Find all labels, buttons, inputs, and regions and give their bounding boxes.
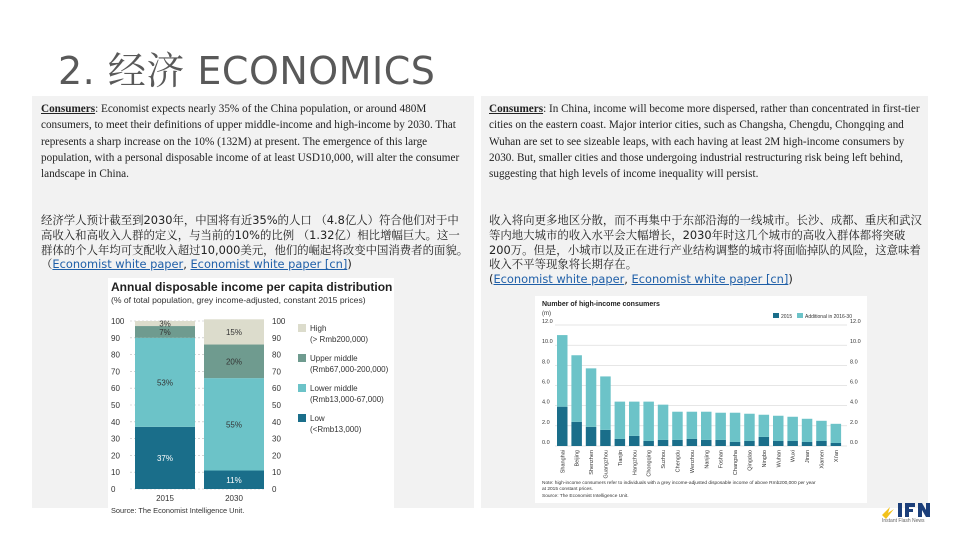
- chart2-ytick-right: 12.0: [850, 319, 861, 325]
- chart2-xtick-label: Chongqing: [646, 450, 653, 477]
- chart1-ytick-left: 70: [111, 367, 120, 377]
- chart2-bar-segment: [773, 416, 784, 441]
- left-english-paragraph: [41, 101, 465, 182]
- chart2-xtick-label: Wenzhou: [689, 450, 696, 474]
- chart2-bar-segment: [759, 415, 770, 437]
- chart2-bar-segment: [629, 436, 640, 446]
- chart1-data-label: 15%: [225, 327, 243, 337]
- chart2-bar-segment: [701, 440, 712, 446]
- chart1-ytick-left: 80: [111, 350, 120, 360]
- chart1-ytick-left: 30: [111, 434, 120, 444]
- left-link-economist-white-paper-cn[interactable]: Economist white paper [cn]: [190, 257, 348, 272]
- chart2-bar-segment: [759, 437, 770, 446]
- chart1-data-label: 55%: [225, 420, 243, 430]
- chart1-ytick-right: 60: [272, 384, 281, 394]
- chart2-bar-segment: [773, 441, 784, 446]
- left-heading: Consumers: [41, 103, 96, 115]
- left-chinese-body: 经济学人预计截至到2030年，中国将有近35%的人口 （4.8亿人）符合他们对于中高收入和高收入人群的定义，与当前的10%的比例 （1.32亿）相比增幅巨大。这一群体的个人年均可支配收入超过10,000美元，他们的崛起将改变中国消费者的面貌。 （: [41, 213, 469, 272]
- chart2-bar-segment: [744, 414, 755, 441]
- chart1-legend-detail: (Rmb67,000-200,000): [310, 365, 389, 374]
- chart2-xtick-label: Jinan: [805, 450, 812, 464]
- chart1-data-label: 11%: [226, 475, 242, 485]
- chart1-ytick-right: 80: [272, 350, 281, 360]
- chart1-legend-detail: (<Rmb13,000): [310, 425, 362, 434]
- chart2-xtick-label: Wuhan: [776, 450, 783, 468]
- chart1-data-label: 37%: [156, 453, 174, 463]
- chart2-bar-segment: [687, 412, 698, 439]
- chart2-source: Source: The Economist Intelligence Unit.: [542, 494, 629, 499]
- chart1-ytick-right: 40: [272, 417, 281, 427]
- chart2-ytick-left: 4.0: [542, 399, 550, 406]
- right-chinese-body: 收入将向更多地区分散，而不再集中于东部沿海的一线城市。长沙、成都、重庆和武汉等内地大城市的收入水平会大幅增长，2030年时这几个城市的高收入群体都将突破200万。但是，小城市以及正在进行产业结构调整的城市将面临掉队的风险，这意味着收入不平等现象将长期存在。: [489, 213, 922, 272]
- chart2-legend-name: Additional in 2016-30: [805, 314, 852, 320]
- chart2-xtick-label: Suzhou: [661, 450, 668, 469]
- chart1-subtitle: (% of total population, grey income-adjusted, constant 2015 prices): [111, 295, 366, 305]
- chart1-xtick-label: 2030: [225, 494, 243, 503]
- chart2-ytick-right: 8.0: [850, 359, 858, 366]
- chart1-data-label: 20%: [225, 357, 243, 367]
- chart1-ytick-left: 10: [111, 468, 120, 478]
- chart2-plot: [535, 296, 867, 503]
- chart2-xtick-label: Ningbo: [761, 450, 768, 468]
- left-english-body: : Economist expects nearly 35% of the China population, or around 480M consumers, to meet their definitions of upper middle-income and high-income by 2030. That represents a sharp increase on the 10% (132M) at present. The emergence of this large population, with a personal disposable income of at least USD10,000, will alter the consumer landscape in China.: [41, 103, 460, 181]
- chart1-ytick-left: 20: [111, 451, 120, 461]
- chart1-ytick-right: 10: [272, 468, 281, 478]
- left-link-economist-white-paper[interactable]: Economist white paper: [52, 257, 184, 272]
- chart1-ytick-right: 50: [272, 401, 281, 410]
- right-english-paragraph: [489, 101, 921, 182]
- chart1-ytick-right: 70: [272, 367, 281, 377]
- logo-caption: Instant Flash News: [882, 518, 925, 524]
- chart2-ytick-right: 0.0: [850, 440, 858, 446]
- chart1-ytick-right: 100: [272, 317, 286, 326]
- chart2-legend-swatch: [773, 313, 779, 318]
- chart2-bar-segment: [557, 407, 568, 446]
- right-link-economist-white-paper-cn[interactable]: Economist white paper [cn]: [631, 272, 789, 287]
- left-chinese-paragraph: [41, 213, 469, 272]
- chart2-xtick-label: Shenzhen: [589, 450, 596, 475]
- chart2-bar-segment: [787, 441, 798, 446]
- chart1-ytick-left: 40: [111, 417, 120, 427]
- chart2-xtick-label: Tianjin: [617, 450, 624, 466]
- chart2-bar-segment: [600, 430, 611, 446]
- income-distribution-chart: [108, 278, 394, 518]
- chart2-bar-segment: [744, 441, 755, 446]
- chart1-plot: [108, 308, 394, 514]
- chart2-bar-segment: [658, 405, 669, 440]
- chart2-bar-segment: [816, 421, 827, 441]
- chart2-bar-segment: [557, 335, 568, 407]
- chart2-xtick-label: Changsha: [733, 450, 740, 476]
- chart1-legend-detail: (> Rmb200,000): [310, 335, 369, 344]
- left-link-separator: ,: [183, 257, 191, 272]
- chart2-ytick-left: 12.0: [542, 319, 553, 325]
- chart2-bar-segment: [715, 440, 726, 446]
- chart2-ylabel: (m): [542, 311, 551, 317]
- chart2-bar-segment: [802, 442, 813, 446]
- chart2-xtick-label: Wuxi: [790, 450, 797, 463]
- chart2-ytick-left: 6.0: [542, 379, 550, 386]
- chart2-note: Note: high-income consumers refer to individuals with a grey income-adjusted disposable income of above Rmb200,000 per year: [542, 481, 816, 486]
- chart2-bar-segment: [672, 412, 683, 440]
- chart2-ytick-right: 10.0: [850, 339, 861, 346]
- chart2-xtick-label: Xi'an: [833, 450, 840, 463]
- chart2-bar-segment: [586, 368, 597, 426]
- chart2-bar-segment: [831, 443, 842, 446]
- chart2-xtick-label: Shanghai: [560, 450, 567, 474]
- right-link-separator: ,: [624, 272, 632, 287]
- chart1-legend-swatch: [298, 414, 306, 422]
- chart2-xtick-label: Nanjing: [704, 450, 711, 469]
- chart2-bar-segment: [730, 413, 741, 442]
- chart1-ytick-left: 100: [111, 317, 125, 326]
- chart2-bar-segment: [687, 439, 698, 446]
- chart2-ytick-right: 4.0: [850, 399, 858, 406]
- chart2-bar-segment: [615, 439, 626, 446]
- left-link-close: ): [347, 257, 352, 272]
- chart2-bar-segment: [787, 417, 798, 441]
- chart2-legend-name: 2015: [781, 314, 793, 320]
- chart2-ytick-left: 10.0: [542, 339, 553, 346]
- chart2-bar-segment: [831, 424, 842, 443]
- chart1-legend-swatch: [298, 384, 306, 392]
- right-english-body: : In China, income will become more dispersed, rather than concentrated in first-tier cities on the eastern coast. Major interior cities, such as Changsha, Chengdu, Chongqing and Wuhan are set to see sizeable leaps, with each having at least 2M high-income consumers by 2030. But, smaller cities and those undergoing industrial restructuring risk being left behind, suggesting that high levels of income inequality will persist.: [489, 103, 920, 181]
- chart2-bar-segment: [615, 402, 626, 439]
- chart1-ytick-left: 60: [111, 384, 120, 394]
- chart2-bar-segment: [571, 355, 582, 422]
- chart2-ytick-left: 2.0: [542, 419, 550, 426]
- chart2-ytick-left: 8.0: [542, 359, 550, 366]
- chart1-legend-detail: (Rmb13,000-67,000): [310, 395, 384, 404]
- chart1-ytick-right: 30: [272, 434, 281, 444]
- chart1-title: Annual disposable income per capita distribution: [111, 280, 393, 294]
- slide-title: 2. 经济 ECONOMICS: [58, 49, 436, 93]
- chart2-title: Number of high-income consumers: [542, 301, 660, 308]
- chart2-legend-swatch: [797, 313, 803, 318]
- chart2-bar-segment: [643, 441, 654, 446]
- chart2-bar-segment: [658, 440, 669, 446]
- chart1-ytick-left: 90: [111, 333, 120, 343]
- chart1-legend-name: Upper middle: [310, 354, 358, 363]
- chart2-bar-segment: [571, 422, 582, 446]
- chart2-xtick-label: Xiamen: [819, 450, 826, 469]
- chart2-xtick-label: Qingdao: [747, 450, 754, 471]
- chart2-bar-segment: [715, 413, 726, 440]
- chart1-legend-swatch: [298, 354, 306, 362]
- chart2-xtick-label: Guangzhou: [603, 450, 610, 479]
- chart2-bar-segment: [586, 427, 597, 446]
- chart1-source: Source: The Economist Intelligence Unit.: [111, 506, 245, 515]
- chart2-ytick-right: 6.0: [850, 379, 858, 386]
- chart2-bar-segment: [730, 442, 741, 446]
- chart1-legend-swatch: [298, 324, 306, 332]
- chart2-note-cont: at 2015 constant prices.: [542, 487, 593, 492]
- chart1-legend-name: High: [310, 324, 327, 333]
- chart2-bar-segment: [600, 376, 611, 429]
- chart2-xtick-label: Foshan: [718, 450, 725, 469]
- chart1-ytick-right: 20: [272, 451, 281, 461]
- chart1-legend-name: Lower middle: [310, 384, 358, 393]
- chart2-bar-segment: [701, 412, 712, 440]
- chart1-ytick-left: 0: [111, 485, 116, 494]
- chart2-bar-segment: [643, 402, 654, 441]
- chart1-legend-name: Low: [310, 414, 325, 423]
- chart1-data-label: 7%: [159, 327, 171, 337]
- high-income-consumers-chart: [535, 296, 867, 503]
- right-link-economist-white-paper[interactable]: Economist white paper: [493, 272, 625, 287]
- chart2-xtick-label: Hangzhou: [632, 450, 639, 476]
- chart1-xtick-label: 2015: [156, 494, 174, 503]
- chart2-bar-segment: [672, 440, 683, 446]
- chart1-data-label: 3%: [159, 319, 171, 329]
- chart2-xtick-label: Beijing: [574, 450, 581, 467]
- chart2-bar-segment: [802, 419, 813, 442]
- chart2-ytick-right: 2.0: [850, 419, 858, 426]
- right-link-open: (: [489, 272, 494, 287]
- chart1-ytick-left: 50: [111, 401, 120, 410]
- right-heading: Consumers: [489, 103, 544, 115]
- right-chinese-paragraph: [489, 213, 925, 287]
- chart1-ytick-right: 0: [272, 485, 277, 494]
- chart2-xtick-label: Chengdu: [675, 450, 682, 473]
- chart2-bar-segment: [629, 402, 640, 436]
- chart2-bar-segment: [816, 441, 827, 446]
- right-link-close: ): [788, 272, 793, 287]
- chart1-ytick-right: 90: [272, 333, 281, 343]
- chart2-ytick-left: 0.0: [542, 440, 550, 446]
- chart1-data-label: 53%: [156, 378, 174, 388]
